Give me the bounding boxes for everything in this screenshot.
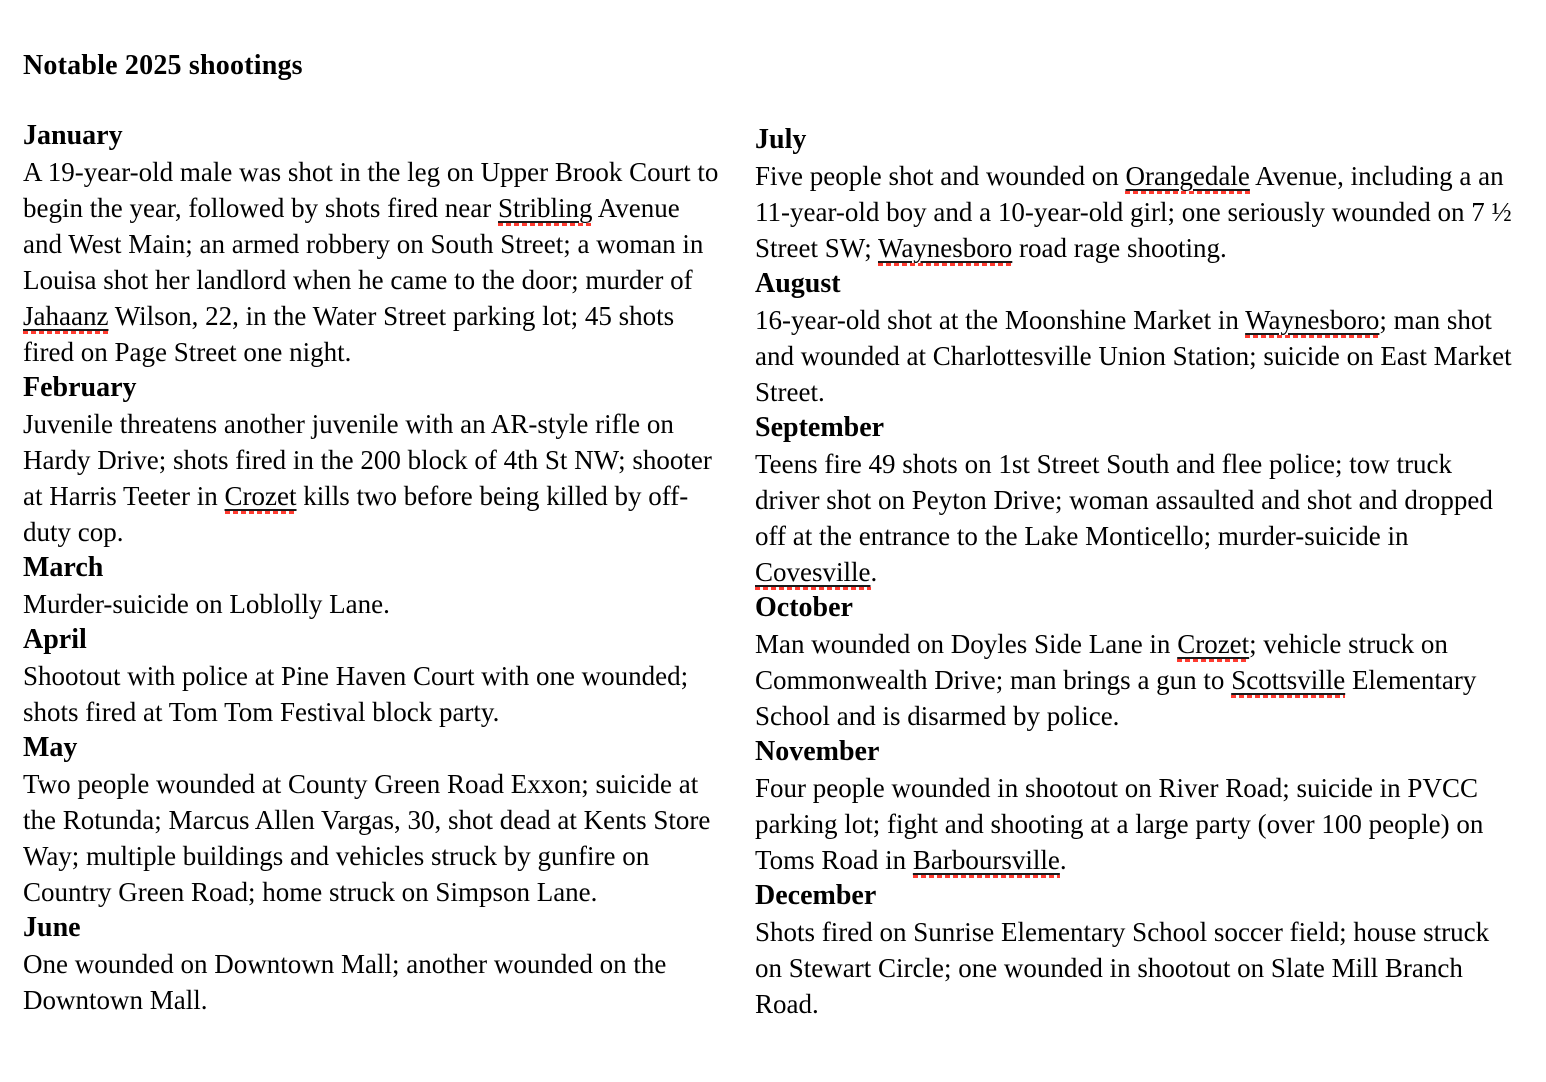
- entry-text: Elementary School and is disarmed by police.: [755, 665, 1477, 731]
- entry-text: Avenue, including a an 11-year-old boy and a 10-year-old girl; one seriously wounded on 7 ½ Street SW;: [755, 161, 1512, 263]
- month-heading-september: September: [755, 412, 885, 443]
- column-right: [755, 118, 1521, 1022]
- document-title: Notable 2025 shootings: [23, 50, 303, 81]
- misspelled-word: Covesville: [755, 557, 871, 590]
- month-entry-july: [755, 158, 1521, 266]
- month-entry-november: [755, 770, 1521, 878]
- month-entry-march: [23, 586, 723, 622]
- entry-text: Teens fire 49 shots on 1st Street South and flee police; tow truck driver shot on Peyton Drive; woman assaulted and shot and dropped off at the entrance to the Lake Monticello; murder-suicide in: [755, 449, 1493, 551]
- month-heading-january: January: [23, 120, 123, 151]
- entry-text: Murder-suicide on Loblolly Lane.: [23, 589, 390, 619]
- entry-text: Man wounded on Doyles Side Lane in: [755, 629, 1178, 659]
- entry-text: Wilson, 22, in the Water Street parking lot; 45 shots fired on Page Street one night.: [23, 301, 675, 367]
- entry-text: .: [870, 557, 878, 587]
- month-entry-october: [755, 626, 1521, 734]
- entry-text: ; man shot and wounded at Charlottesville Union Station; suicide on East Market Street.: [755, 305, 1512, 407]
- misspelled-word: Jahaanz: [23, 301, 108, 334]
- entry-text: .: [1059, 845, 1067, 875]
- month-heading-october: October: [755, 592, 853, 623]
- month-heading-december: December: [755, 880, 877, 911]
- entry-text: road rage shooting.: [1012, 233, 1227, 263]
- month-entry-february: [23, 406, 723, 550]
- entry-text: Five people shot and wounded on: [755, 161, 1126, 191]
- entry-text: Avenue and West Main; an armed robbery on South Street; a woman in Louisa shot her landlord when he came to the door; murder of: [23, 193, 704, 295]
- month-heading-august: August: [755, 268, 841, 299]
- misspelled-word: Stribling: [498, 193, 593, 226]
- entry-text: One wounded on Downtown Mall; another wounded on the Downtown Mall.: [23, 949, 667, 1015]
- columns-container: [23, 118, 1523, 1022]
- month-heading-november: November: [755, 736, 880, 767]
- month-heading-june: June: [23, 912, 81, 943]
- misspelled-word: Waynesboro: [1245, 305, 1379, 338]
- entry-text: Shootout with police at Pine Haven Court with one wounded; shots fired at Tom Tom Festival block party.: [23, 661, 689, 727]
- entry-text: Juvenile threatens another juvenile with an AR-style rifle on Hardy Drive; shots fired in the 200 block of 4th St NW; shooter at Harris Teeter in: [23, 409, 712, 511]
- misspelled-word: Waynesboro: [878, 233, 1012, 266]
- misspelled-word: Orangedale: [1125, 161, 1249, 194]
- entry-text: Shots fired on Sunrise Elementary School soccer field; house struck on Stewart Circle; one wounded in shootout on Slate Mill Branch Road.: [755, 917, 1490, 1019]
- month-heading-may: May: [23, 732, 78, 763]
- month-heading-july: July: [755, 124, 807, 155]
- entry-text: ; vehicle struck on Commonwealth Drive; man brings a gun to: [755, 629, 1448, 695]
- month-entry-may: [23, 766, 723, 910]
- misspelled-word: Scottsville: [1231, 665, 1345, 698]
- month-entry-april: [23, 658, 723, 730]
- month-heading-march: March: [23, 552, 104, 583]
- column-left: [23, 118, 723, 1018]
- month-heading-april: April: [23, 624, 87, 655]
- entry-text: 16-year-old shot at the Moonshine Market in: [755, 305, 1246, 335]
- month-entry-september: [755, 446, 1521, 590]
- entry-text: kills two before being killed by off-duty cop.: [23, 481, 689, 547]
- month-heading-february: February: [23, 372, 137, 403]
- month-entry-january: [23, 154, 723, 370]
- misspelled-word: Crozet: [225, 481, 297, 514]
- entry-text: Two people wounded at County Green Road Exxon; suicide at the Rotunda; Marcus Allen Vargas, 30, shot dead at Kents Store Way; multiple buildings and vehicles struck by gunfire on Country Green Road; home struck on Simpson Lane.: [23, 769, 711, 907]
- month-entry-december: [755, 914, 1521, 1022]
- entry-text: A 19-year-old male was shot in the leg on Upper Brook Court to begin the year, followed by shots fired near: [23, 157, 719, 223]
- month-entry-august: [755, 302, 1521, 410]
- month-entry-june: [23, 946, 723, 1018]
- misspelled-word: Barboursville: [913, 845, 1060, 878]
- entry-text: Four people wounded in shootout on River Road; suicide in PVCC parking lot; fight and shooting at a large party (over 100 people) on Toms Road in: [755, 773, 1484, 875]
- misspelled-word: Crozet: [1177, 629, 1249, 662]
